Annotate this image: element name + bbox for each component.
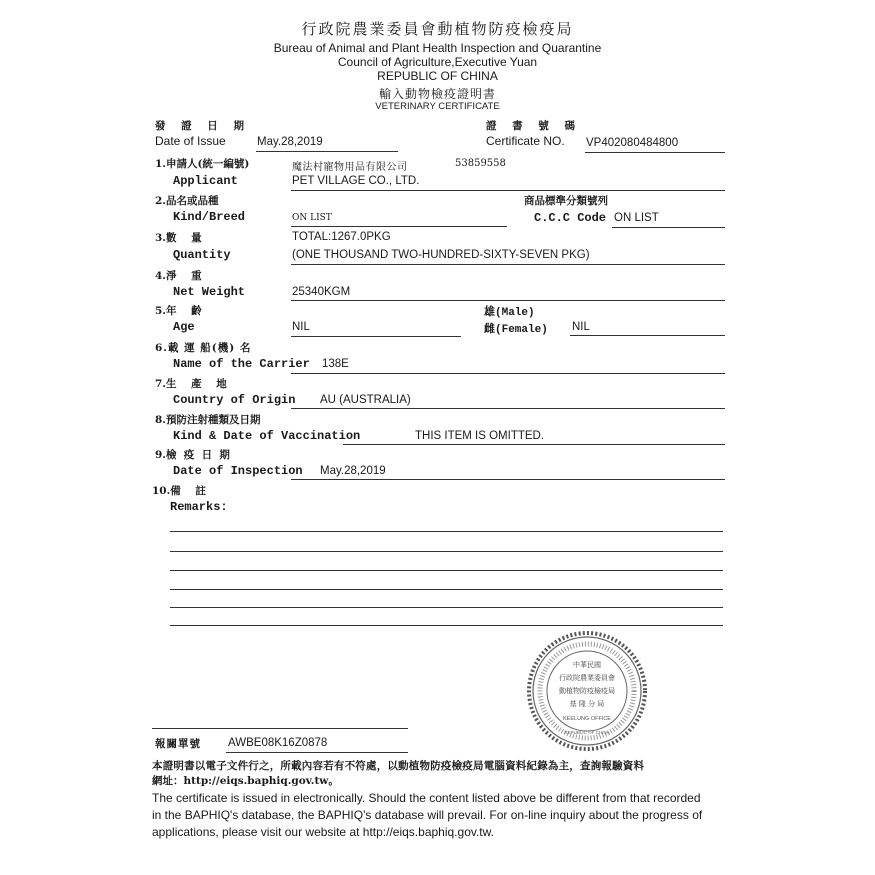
age-value: NIL [292,321,310,333]
kind-value: ON LIST [292,213,332,223]
ccc-underline [612,227,725,228]
official-seal [522,630,652,752]
seal-line-2: 行政院農業委員會 [559,674,615,682]
ccc-label: C.C.C Code [534,211,607,225]
vaccination-value: THIS ITEM IS OMITTED. [415,430,545,442]
carrier-label-zh: 6.載 運 船(機) 名 [155,342,252,354]
inspection-label-zh: 9.檢 疫 日 期 [155,449,230,461]
applicant-tax-id: 53859558 [455,158,506,169]
remarks-line-1 [170,531,723,532]
net-weight-label: Net Weight [173,285,246,299]
notice-zh-line-1: 本證明書以電子文件行之，所載內容若有不符處，以動植物防疫檢疫局電腦資料紀錄為主，查詢報驗資料 [152,760,645,772]
remarks-label-zh: 10.備 註 [152,485,206,497]
quantity-label: Quantity [173,248,231,262]
remarks-line-4 [170,589,723,590]
net-weight-underline [291,300,725,301]
seal-ring-bottom: REPUBLIC OF CHINA [564,730,610,735]
issue-date-label-zh: 發 證 日 期 [155,120,250,132]
notice-en-line-2: in the BAPHIQ's database, the BAPHIQ's database will prevail. For on-line inquiry about the progress of [152,808,703,822]
doc-title-zh: 輸入動物檢疫證明書 [378,87,496,101]
origin-value: AU (AUSTRALIA) [320,394,411,406]
vaccination-label: Kind & Date of Vaccination [173,429,361,443]
remarks-line-3 [170,570,723,571]
quantity-label-zh: 3.數 量 [155,232,202,244]
age-underline [291,336,461,337]
female-value: NIL [572,321,590,333]
doc-title-en: VETERINARY CERTIFICATE [375,101,500,112]
issue-date-underline [256,151,398,152]
inspection-value: May.28,2019 [320,465,386,477]
age-label-zh: 5.年 齡 [155,305,202,317]
quantity-value: TOTAL:1267.0PKG [292,231,391,243]
notice-en-line-1: The certificate is issued in electronically. Should the content listed above be different from that recorded [152,791,701,805]
applicant-value: PET VILLAGE CO., LTD. [292,175,420,187]
vaccination-underline [343,444,725,445]
kind-label: Kind/Breed [173,210,246,224]
inspection-underline [291,479,725,480]
vaccination-label-zh: 8.預防注射種類及日期 [155,414,261,426]
council-name: Council of Agriculture,Executive Yuan [337,55,538,69]
origin-underline [291,408,725,409]
carrier-label: Name of the Carrier [173,357,310,371]
seal-line-3: 動植物防疫檢疫局 [559,687,615,695]
quantity-underline [291,264,725,265]
origin-label-zh: 7.生 產 地 [155,378,227,390]
carrier-underline [291,373,725,374]
age-label: Age [173,320,195,334]
notice-zh-line-2: 網址：http://eiqs.baphiq.gov.tw。 [152,775,339,787]
female-underline [570,335,725,336]
customs-top-line [152,728,408,729]
remarks-line-5 [170,607,723,608]
certificate-label: Certificate NO. [486,134,565,148]
agency-title-zh: 行政院農業委員會動植物防疫檢疫局 [301,20,574,38]
male-label: 雄(Male) [484,307,535,319]
inspection-label: Date of Inspection [173,464,303,478]
applicant-label-zh: 1.申請人(統一編號) [155,158,250,170]
kind-underline [291,226,507,227]
carrier-value: 138E [322,358,349,370]
country-name: REPUBLIC OF CHINA [377,69,498,83]
customs-underline [226,752,408,753]
certificate-number: VP402080484800 [586,137,679,149]
quantity-words: (ONE THOUSAND TWO-HUNDRED-SIXTY-SEVEN PKG) [292,249,590,261]
seal-office: KEELUNG OFFICE [563,716,611,722]
applicant-underline [291,190,725,191]
remarks-label: Remarks: [170,500,228,514]
certificate-label-zh: 證 書 號 碼 [486,120,581,132]
kind-label-zh: 2.品名或品種 [155,195,219,207]
customs-number: AWBE08K16Z0878 [228,737,328,749]
ccc-value: ON LIST [614,212,659,224]
ccc-label-zh: 商品標準分類號列 [524,195,608,207]
agency-title-en: Bureau of Animal and Plant Health Inspection and Quarantine [273,41,602,55]
notice-en-line-3: applications, please visit our website at http://eiqs.baphiq.gov.tw. [152,825,494,839]
seal-line-1: 中華民國 [573,661,601,669]
net-weight-label-zh: 4.淨 重 [155,270,202,282]
customs-label-zh: 報關單號 [155,738,201,750]
applicant-name-zh: 魔法村寵物用品有限公司 [292,162,408,173]
origin-label: Country of Origin [173,393,296,407]
applicant-label: Applicant [173,174,238,188]
issue-date-label: Date of Issue [155,134,226,148]
remarks-line-6 [170,625,723,626]
certificate-underline [585,152,725,153]
seal-line-4: 基 隆 分 局 [569,700,605,708]
issue-date-value: May.28,2019 [257,136,323,148]
net-weight-value: 25340KGM [292,286,351,298]
female-label: 雌(Female) [484,324,548,336]
remarks-line-2 [170,551,723,552]
